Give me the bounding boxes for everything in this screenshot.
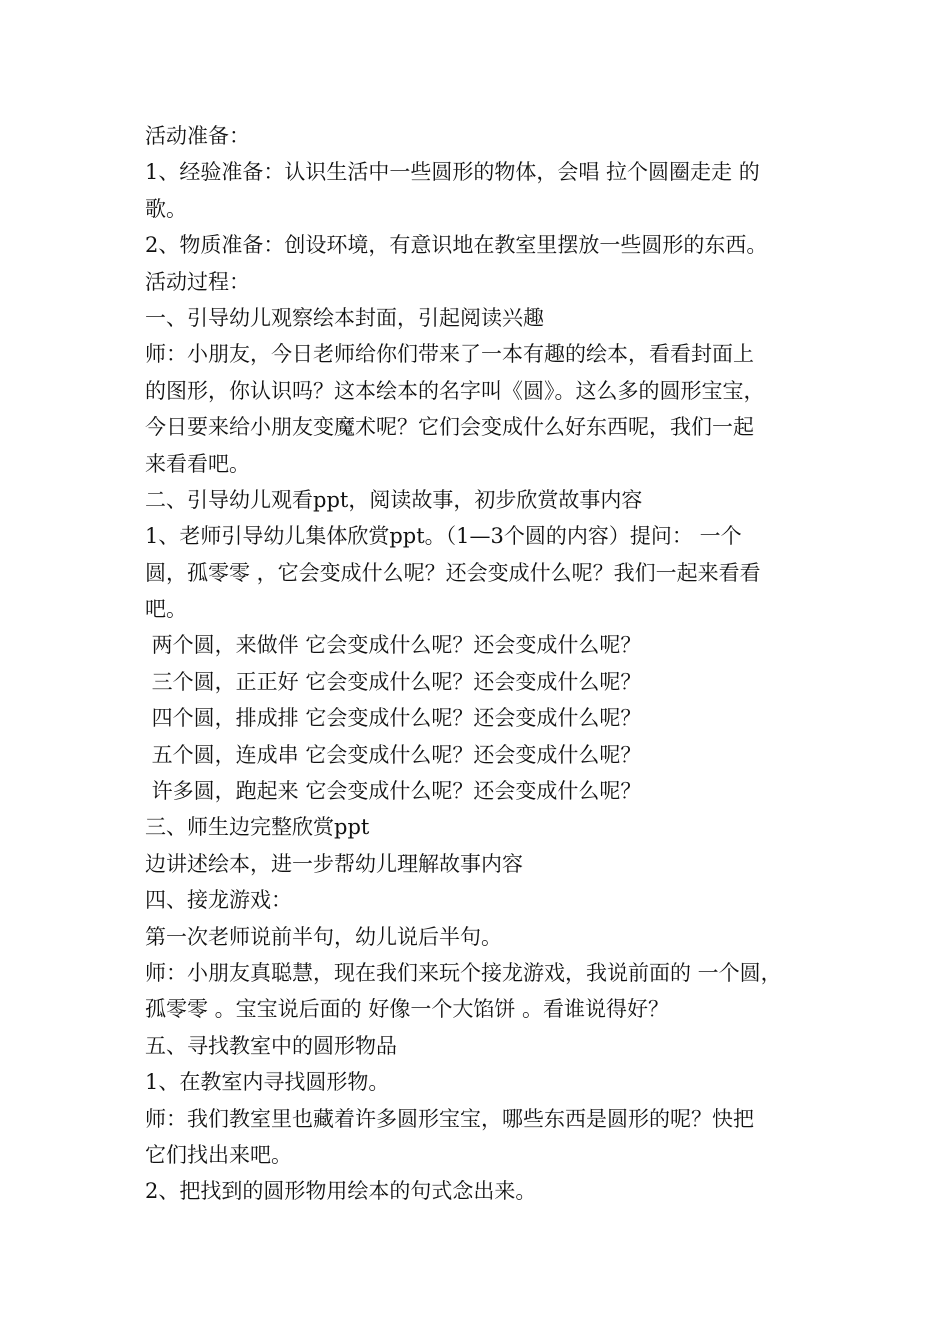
verse-line: 两个圆，来做伴 它会变成什么呢？还会变成什么呢？ xyxy=(145,633,642,658)
section-heading-preparation: 活动准备： xyxy=(145,124,250,148)
text-line: 师：小朋友真聪慧，现在我们来玩个接龙游戏，我说前面的 一个圆， xyxy=(145,960,782,985)
step-heading-1: 一、引导幼儿观察绘本封面，引起阅读兴趣 xyxy=(145,305,544,330)
verse-line: 五个圆，连成串 它会变成什么呢？还会变成什么呢？ xyxy=(145,742,642,767)
text-line: 它们找出来吧。 xyxy=(145,1142,292,1167)
text-line: 第一次老师说前半句，幼儿说后半句。 xyxy=(145,924,502,949)
document-body xyxy=(145,118,815,1210)
text-line: 歌。 xyxy=(145,196,187,221)
text-line: 今日要来给小朋友变魔术呢？它们会变成什么好东西呢，我们一起 xyxy=(145,415,754,440)
text-line: 师：我们教室里也藏着许多圆形宝宝，哪些东西是圆形的呢？快把 xyxy=(145,1106,754,1131)
text-line: 边讲述绘本，进一步帮幼儿理解故事内容 xyxy=(145,851,523,876)
text-line: 1、老师引导幼儿集体欣赏ppt。（1—3个圆的内容）提问： 一个 xyxy=(145,524,742,549)
text-line: 圆，孤零零 ，它会变成什么呢？还会变成什么呢？我们一起来看看 xyxy=(145,560,761,585)
section-heading-process: 活动过程： xyxy=(145,269,250,294)
step-heading-2: 二、引导幼儿观看ppt，阅读故事，初步欣赏故事内容 xyxy=(145,487,643,512)
text-line: 2、把找到的圆形物用绘本的句式念出来。 xyxy=(145,1179,537,1204)
step-heading-3: 三、师生边完整欣赏ppt xyxy=(145,815,370,840)
step-heading-4: 四、接龙游戏： xyxy=(145,888,292,913)
text-line: 1、经验准备：认识生活中一些圆形的物体，会唱 拉个圆圈走走 的 xyxy=(145,160,760,185)
verse-line: 三个圆，正正好 它会变成什么呢？还会变成什么呢？ xyxy=(145,669,642,694)
text-line: 来看看吧。 xyxy=(145,451,250,476)
step-heading-5: 五、寻找教室中的圆形物品 xyxy=(145,1033,397,1058)
verse-line: 许多圆，跑起来 它会变成什么呢？还会变成什么呢？ xyxy=(145,779,642,804)
text-line: 2、物质准备：创设环境，有意识地在教室里摆放一些圆形的东西。 xyxy=(145,233,768,258)
text-line: 1、在教室内寻找圆形物。 xyxy=(145,1070,390,1095)
verse-line: 四个圆，排成排 它会变成什么呢？还会变成什么呢？ xyxy=(145,706,642,731)
text-line: 孤零零 。宝宝说后面的 好像一个大馅饼 。看谁说得好？ xyxy=(145,997,670,1022)
text-line: 的图形，你认识吗？这本绘本的名字叫《圆》。这么多的圆形宝宝， xyxy=(145,378,765,403)
text-line: 师：小朋友，今日老师给你们带来了一本有趣的绘本，看看封面上 xyxy=(145,342,754,367)
text-line: 吧。 xyxy=(145,597,187,622)
